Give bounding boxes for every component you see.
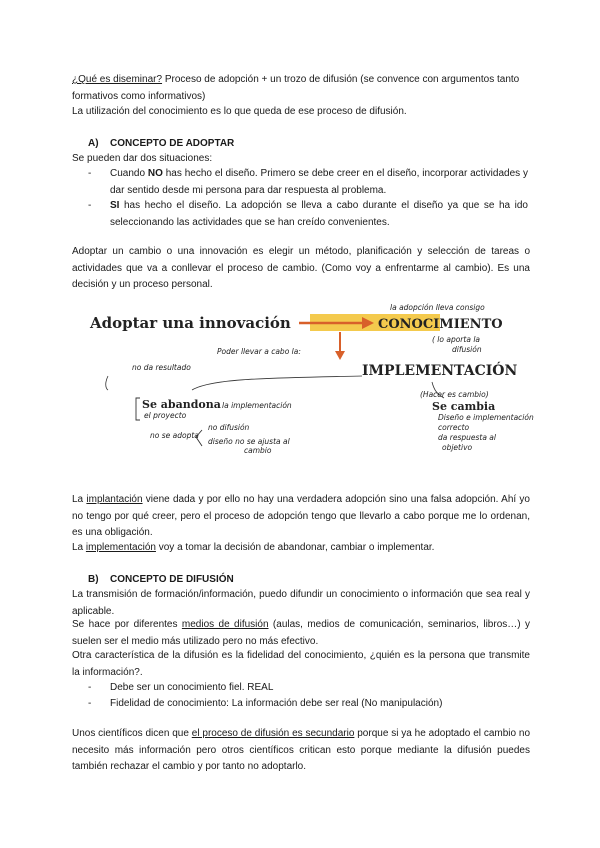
- note-no-se-ajusta: diseño no se ajusta al: [208, 437, 290, 446]
- list-item-text: Fidelidad de conocimiento: La información debe ser real (No manipulación): [110, 698, 443, 709]
- difusion-secundario-term: el proceso de difusión es secundario: [191, 728, 355, 739]
- adoptar-title: Adoptar una innovación: [90, 314, 291, 332]
- section-b-heading: [88, 572, 234, 588]
- adoption-diagram: [72, 290, 542, 460]
- section-a-number: A): [88, 138, 99, 149]
- intro-line: La utilización del conocimiento es lo que queda de ese proceso de difusión.: [72, 106, 407, 117]
- note-diseno-implementacion: Diseño e implementación: [438, 413, 534, 422]
- branch-left: [192, 376, 362, 390]
- list-item-text: Cuando: [110, 168, 148, 179]
- list-bullet: -: [88, 698, 92, 709]
- note-no-se-adopta: no se adopta: [150, 431, 199, 440]
- section-a-title: CONCEPTO DE ADOPTAR: [110, 138, 235, 149]
- note-cambio: cambio: [244, 446, 272, 455]
- note-no-difusion: no difusión: [208, 423, 250, 432]
- note-objetivo: objetivo: [442, 443, 473, 452]
- note-el-proyecto: el proyecto: [144, 411, 187, 420]
- list-item: [88, 198, 528, 231]
- intro-question: ¿Qué es diseminar?: [72, 74, 163, 85]
- note-difusion: difusión: [452, 345, 482, 354]
- list-item-text: has hecho el diseño. La adopción se lleva a cabo durante el diseño ya que se ha ido seleccionando las actividades que se han creído convenientes.: [110, 200, 528, 228]
- implementacion-paragraph: La implementación voy a tomar la decisión de abandonar, cambiar o implementar.: [72, 542, 435, 553]
- intro-definition: Proceso de adopción + un trozo de difusión (se convence con argumentos tanto formativos como informativos): [72, 74, 520, 102]
- list-item: [88, 680, 528, 697]
- intro-paragraph: [72, 72, 530, 105]
- section-a-lead: Se pueden dar dos situaciones:: [72, 153, 213, 164]
- note-da-respuesta: da respuesta al: [438, 433, 496, 442]
- medios-difusion-term: medios de difusión: [181, 619, 269, 630]
- conocimiento-label: CONOCIMIENTO: [378, 317, 503, 332]
- section-b-paragraph-1: La transmisión de formación/información, puedo difundir un conocimiento o información que sea real y aplicable.: [72, 589, 530, 617]
- note-hacer-cambio: (Hacer es cambio): [420, 390, 489, 399]
- implementacion-term: implementación: [85, 542, 156, 553]
- section-b-paragraph-2: Se hace por diferentes medios de difusión (aulas, medios de comunicación, seminarios, libros…) y suelen ser el medio más utilizado pero no más efectivo.: [72, 619, 530, 647]
- list-item-bold: SI: [110, 200, 120, 211]
- implantacion-term: implantación: [86, 494, 143, 505]
- section-a-paragraph: Adoptar un cambio o una innovación es elegir un método, planificación y selección de tareas o actividades que va a conllevar el proceso de cambio. (Como voy a enfrentarme al cambio). Es una decisión y un proceso personal.: [72, 246, 530, 290]
- section-a-heading: [88, 136, 234, 152]
- list-item: [88, 166, 528, 199]
- section-b-paragraph-3: Otra característica de la difusión es la fidelidad del conocimiento, ¿quién es la persona que transmite la información?.: [72, 650, 530, 678]
- list-bullet: -: [88, 200, 92, 211]
- brace-top: [106, 376, 108, 390]
- note-la-implementacion: la implementación: [222, 401, 292, 410]
- note-correcto: correcto: [438, 423, 470, 432]
- list-item-bold: NO: [147, 168, 163, 179]
- implantacion-paragraph: La implantación viene dada y por ello no hay una verdadera adopción sino una falsa adopción. Ahí yo no tengo por qué creer, pero el proceso de adopción tengo que llevarlo a cabo porque me lo ordenan, es una obligación.: [72, 494, 530, 538]
- list-item-text: Debe ser un conocimiento fiel. REAL: [110, 682, 274, 693]
- section-b-number: B): [88, 574, 99, 585]
- note-lleva-consigo: la adopción lleva consigo: [390, 303, 485, 312]
- note-no-da-resultado: no da resultado: [132, 363, 191, 372]
- list-bullet: -: [88, 682, 92, 693]
- note-aporta: ( lo aporta la: [432, 335, 480, 344]
- list-item: [88, 696, 528, 713]
- se-cambia-label: Se cambia: [432, 400, 496, 413]
- section-b-paragraph-4: Unos científicos dicen que el proceso de difusión es secundario porque si ya he adoptado el cambio no necesito más información pero otros científicos critican esto porque mediante la difusión puedes también rechazar el cambio y por tanto no adoptarlo.: [72, 728, 531, 772]
- list-item-text: has hecho el diseño. Primero se debe creer en el diseño, incorporar actividades y dar sentido desde mi persona para dar respuesta al problema.: [110, 168, 529, 196]
- list-bullet: -: [88, 168, 92, 179]
- note-poder-llevar: Poder llevar a cabo la:: [217, 347, 301, 356]
- arrow-down-icon: [335, 351, 345, 360]
- bracket-left: [136, 398, 140, 420]
- section-b-title: CONCEPTO DE DIFUSIÓN: [110, 574, 234, 585]
- se-abandona-label: Se abandona: [142, 398, 221, 411]
- implementacion-label: IMPLEMENTACIÓN: [362, 363, 518, 379]
